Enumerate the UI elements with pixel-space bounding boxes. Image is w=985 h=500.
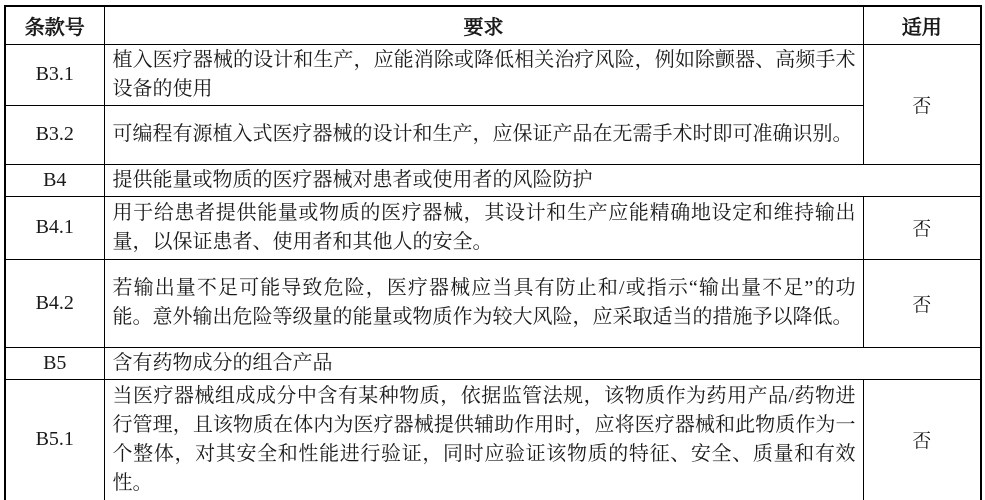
applicable-cell: 否 xyxy=(863,44,981,164)
table-row-b4-2 xyxy=(5,259,981,347)
table-row-b4 xyxy=(5,164,981,196)
header-requirement: 要求 xyxy=(104,6,863,44)
header-row xyxy=(5,6,981,44)
clause-cell: B4.2 xyxy=(5,259,104,347)
requirement-cell: 可编程有源植入式医疗器械的设计和生产，应保证产品在无需手术时即可准确识别。 xyxy=(104,105,863,164)
clause-cell: B3.1 xyxy=(5,44,104,105)
table-row-b3-1 xyxy=(5,44,981,105)
document-page xyxy=(0,5,985,500)
clause-cell: B5 xyxy=(5,347,104,379)
applicable-cell: 否 xyxy=(863,379,981,500)
requirement-cell: 当医疗器械组成成分中含有某种物质，依据监管法规，该物质作为药用产品/药物进行管理，且该物质在体内为医疗器械提供辅助作用时，应将医疗器械和此物质作为一个整体，对其安全和性能进行验证，同时应验证该物质的特征、安全、质量和有效性。 xyxy=(104,379,863,500)
header-applicable: 适用 xyxy=(863,6,981,44)
table-row-b5-1 xyxy=(5,379,981,500)
requirement-cell: 若输出量不足可能导致危险，医疗器械应当具有防止和/或指示“输出量不足”的功能。意外输出危险等级量的能量或物质作为较大风险，应采取适当的措施予以降低。 xyxy=(104,259,863,347)
requirement-cell-section: 含有药物成分的组合产品 xyxy=(104,347,981,379)
applicable-cell: 否 xyxy=(863,259,981,347)
table-row-b5 xyxy=(5,347,981,379)
table-row-b4-1 xyxy=(5,196,981,259)
header-clause-number: 条款号 xyxy=(5,6,104,44)
table-row-b3-2 xyxy=(5,105,981,164)
requirement-cell-section: 提供能量或物质的医疗器械对患者或使用者的风险防护 xyxy=(104,164,981,196)
requirement-cell: 植入医疗器械的设计和生产，应能消除或降低相关治疗风险，例如除颤器、高频手术设备的使用 xyxy=(104,44,863,105)
requirement-cell: 用于给患者提供能量或物质的医疗器械，其设计和生产应能精确地设定和维持输出量，以保证患者、使用者和其他人的安全。 xyxy=(104,196,863,259)
applicable-cell: 否 xyxy=(863,196,981,259)
requirements-table xyxy=(4,5,982,500)
clause-cell: B4 xyxy=(5,164,104,196)
clause-cell: B3.2 xyxy=(5,105,104,164)
clause-cell: B4.1 xyxy=(5,196,104,259)
clause-cell: B5.1 xyxy=(5,379,104,500)
